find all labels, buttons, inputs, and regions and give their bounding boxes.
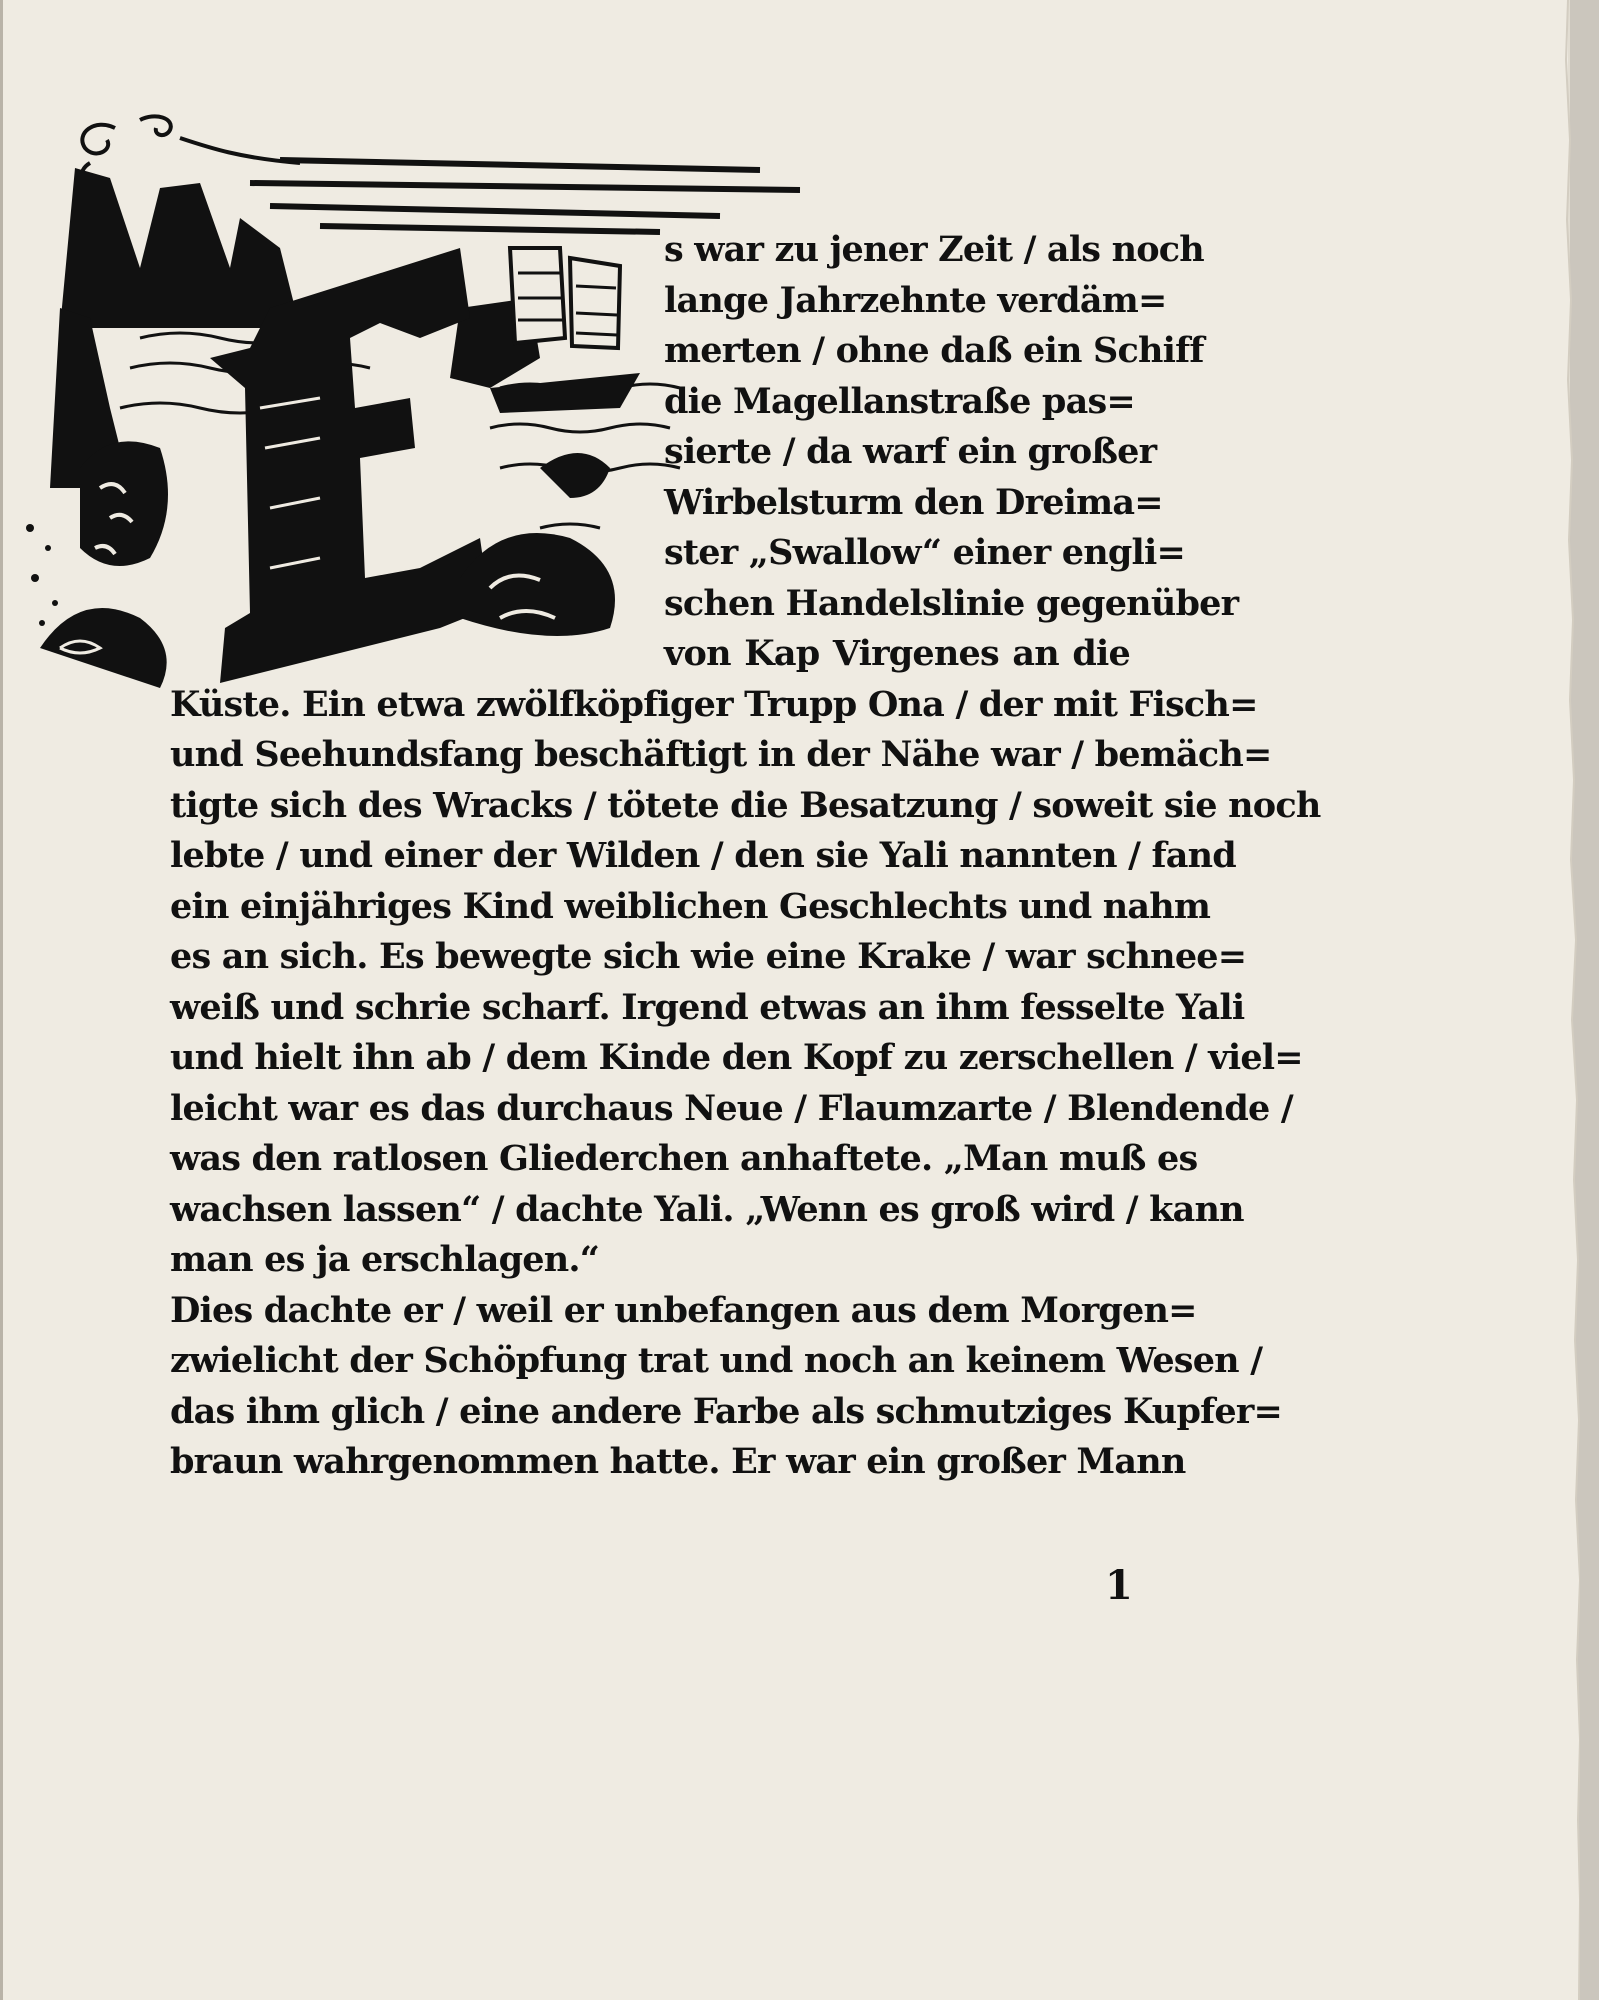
text-line: die Magellanstraße pas=	[664, 380, 1135, 422]
cloud-swirls-icon	[81, 116, 300, 187]
text-line: was den ratlosen Gliederchen anhaftete. „Man muß es	[170, 1138, 1198, 1179]
sky-lines	[250, 160, 800, 232]
body-text	[170, 225, 1321, 1488]
text-line: leicht war es das durchaus Neue / Flaumzarte / Blendende /	[170, 1087, 1293, 1129]
text-line: tigte sich des Wracks / tötete die Besatzung / soweit sie noch	[170, 784, 1321, 826]
text-line: braun wahrgenommen hatte. Er war ein großer Mann	[170, 1441, 1186, 1482]
text-line: ein einjähriges Kind weiblichen Geschlechts und nahm	[170, 885, 1211, 927]
text-line: weiß und schrie scharf. Irgend etwas an ihm fesselte Yali	[170, 986, 1245, 1028]
text-line: das ihm glich / eine andere Farbe als schmutziges Kupfer=	[170, 1390, 1283, 1432]
text-line: ster „Swallow“ einer engli=	[664, 532, 1186, 573]
text-line: Dies dachte er / weil er unbefangen aus dem Morgen=	[170, 1289, 1197, 1331]
text-line: wachsen lassen“ / dachte Yali. „Wenn es groß wird / kann	[170, 1188, 1244, 1230]
page-edge	[0, 0, 3, 2000]
text-line: s war zu jener Zeit / als noch	[664, 229, 1204, 270]
text-line: merten / ohne daß ein Schiff	[664, 330, 1204, 371]
text-line: schen Handelslinie gegenüber	[664, 582, 1239, 624]
text-line: man es ja erschlagen.“	[170, 1239, 600, 1280]
text-line: zwielicht der Schöpfung trat und noch an keinem Wesen /	[170, 1340, 1263, 1381]
text-line: es an sich. Es bewegte sich wie eine Krake / war schnee=	[170, 936, 1247, 977]
text-line: Küste. Ein etwa zwölfköpfiger Trupp Ona / der mit Fisch=	[170, 683, 1258, 725]
text-line: und hielt ihn ab / dem Kinde den Kopf zu zerschellen / viel=	[170, 1037, 1303, 1078]
deckle-edge	[1540, 0, 1580, 2000]
page-number: 1	[1105, 1562, 1133, 1609]
text-line: Wirbelsturm den Dreima=	[664, 481, 1163, 523]
text-line: sierte / da warf ein großer	[664, 431, 1157, 472]
text-line: und Seehundsfang beschäftigt in der Nähe war / bemäch=	[170, 734, 1272, 775]
text-line: lange Jahrzehnte verdäm=	[664, 279, 1167, 321]
text-line: lebte / und einer der Wilden / den sie Yali nannten / fand	[170, 835, 1236, 876]
text-line: von Kap Virgenes an die	[664, 633, 1130, 674]
spray-marks	[26, 524, 58, 626]
